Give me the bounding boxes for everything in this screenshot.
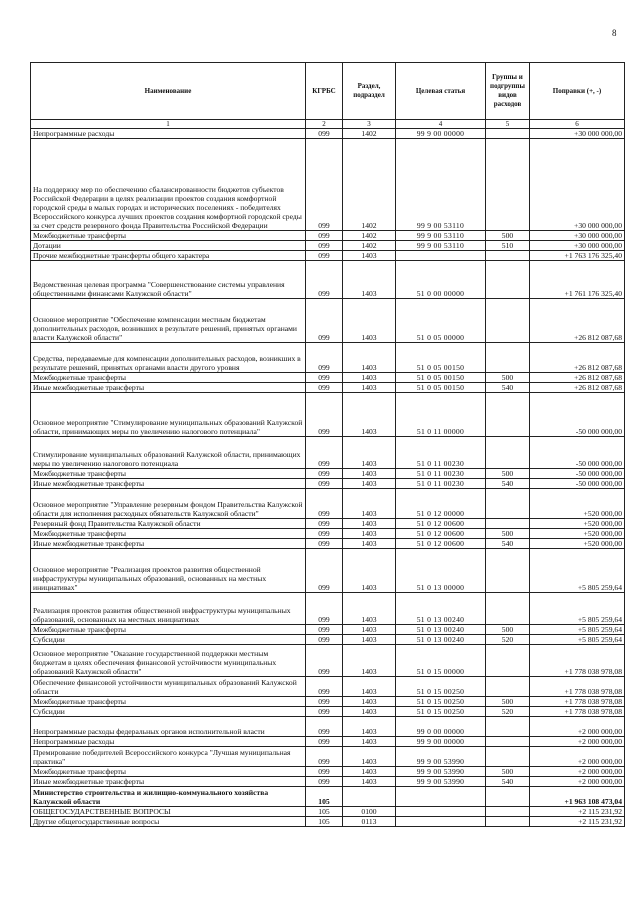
- table-row: [31, 251, 625, 261]
- row-gruppa: 500: [486, 529, 530, 539]
- row-gruppa: 540: [486, 383, 530, 393]
- table-row: [31, 625, 625, 635]
- row-kgrbs: 099: [306, 139, 343, 231]
- row-gruppa: [486, 393, 530, 437]
- row-kgrbs: 099: [306, 261, 343, 299]
- row-sum: +1 778 038 978,08: [530, 645, 625, 677]
- column-index: 1: [31, 120, 306, 129]
- row-kgrbs: 099: [306, 241, 343, 251]
- row-razdel: 1403: [343, 393, 396, 437]
- row-razdel: 1403: [343, 747, 396, 767]
- row-name: Министерство строительства и жилищно-коммунального хозяйства Калужской области: [31, 787, 306, 807]
- row-celevaya: 51 0 15 00250: [396, 697, 486, 707]
- row-razdel: 1403: [343, 645, 396, 677]
- header-row: [31, 63, 625, 120]
- row-name: Основное мероприятие "Реализация проектов развития общественной инфраструктуры муниципальных образований, основанных на местных инициативах": [31, 549, 306, 593]
- row-gruppa: [486, 817, 530, 827]
- row-name: ОБЩЕГОСУДАРСТВЕННЫЕ ВОПРОСЫ: [31, 807, 306, 817]
- column-index: 3: [343, 120, 396, 129]
- row-gruppa: 500: [486, 625, 530, 635]
- header-celevaya: Целевая статья: [396, 63, 486, 120]
- row-name: Межбюджетные трансферты: [31, 469, 306, 479]
- table-row: [31, 489, 625, 519]
- row-celevaya: 51 0 05 00150: [396, 383, 486, 393]
- header-kgrbs: КГРБС: [306, 63, 343, 120]
- row-sum: +2 115 231,92: [530, 817, 625, 827]
- row-celevaya: [396, 787, 486, 807]
- row-celevaya: 51 0 13 00240: [396, 593, 486, 625]
- row-sum: +30 000 000,00: [530, 231, 625, 241]
- table-row: [31, 343, 625, 373]
- row-razdel: 1403: [343, 251, 396, 261]
- row-kgrbs: 099: [306, 469, 343, 479]
- row-sum: +26 812 087,68: [530, 383, 625, 393]
- row-kgrbs: 099: [306, 251, 343, 261]
- page-number: 8: [612, 28, 617, 38]
- row-kgrbs: 099: [306, 777, 343, 787]
- row-celevaya: [396, 251, 486, 261]
- row-sum: +5 805 259,64: [530, 635, 625, 645]
- row-sum: -50 000 000,00: [530, 469, 625, 479]
- row-razdel: 1402: [343, 241, 396, 251]
- row-sum: +520 000,00: [530, 519, 625, 529]
- row-celevaya: 51 0 12 00000: [396, 489, 486, 519]
- row-sum: +30 000 000,00: [530, 129, 625, 139]
- row-name: Основное мероприятие "Стимулирование муниципальных образований Калужской области, принимающих меры по увеличению налогового потенциала": [31, 393, 306, 437]
- row-sum: +1 761 176 325,40: [530, 261, 625, 299]
- row-name: Межбюджетные трансферты: [31, 697, 306, 707]
- table-row: [31, 777, 625, 787]
- row-celevaya: 51 0 05 00150: [396, 343, 486, 373]
- row-kgrbs: 099: [306, 129, 343, 139]
- row-razdel: 1403: [343, 717, 396, 737]
- row-sum: +520 000,00: [530, 489, 625, 519]
- row-razdel: 1403: [343, 373, 396, 383]
- table-row: [31, 747, 625, 767]
- column-index: 5: [486, 120, 530, 129]
- table-row: [31, 261, 625, 299]
- row-razdel: 1403: [343, 707, 396, 717]
- column-index: 2: [306, 120, 343, 129]
- row-celevaya: [396, 807, 486, 817]
- row-name: Премирование победителей Всероссийского конкурса "Лучшая муниципальная практика": [31, 747, 306, 767]
- row-celevaya: 51 0 13 00240: [396, 635, 486, 645]
- row-sum: +26 812 087,68: [530, 373, 625, 383]
- column-index: 4: [396, 120, 486, 129]
- row-razdel: 1403: [343, 635, 396, 645]
- row-celevaya: 51 0 13 00000: [396, 549, 486, 593]
- row-razdel: 1403: [343, 437, 396, 469]
- row-sum: +2 000 000,00: [530, 777, 625, 787]
- row-gruppa: 540: [486, 539, 530, 549]
- table-body: [31, 129, 625, 827]
- row-celevaya: 51 0 11 00230: [396, 437, 486, 469]
- row-gruppa: 500: [486, 469, 530, 479]
- table-row: [31, 593, 625, 625]
- row-gruppa: [486, 717, 530, 737]
- row-sum: +5 805 259,64: [530, 593, 625, 625]
- row-celevaya: 51 0 12 00600: [396, 539, 486, 549]
- row-kgrbs: 099: [306, 767, 343, 777]
- row-celevaya: 51 0 12 00600: [396, 519, 486, 529]
- row-kgrbs: 105: [306, 787, 343, 807]
- row-name: Межбюджетные трансферты: [31, 373, 306, 383]
- row-name: Стимулирование муниципальных образований Калужской области, принимающих меры по увеличению налогового потенциала: [31, 437, 306, 469]
- row-sum: +1 778 038 978,08: [530, 697, 625, 707]
- row-celevaya: [396, 817, 486, 827]
- row-razdel: 1403: [343, 625, 396, 635]
- row-celevaya: 51 0 05 00000: [396, 299, 486, 343]
- row-gruppa: [486, 489, 530, 519]
- row-celevaya: 51 0 00 00000: [396, 261, 486, 299]
- row-sum: +2 000 000,00: [530, 717, 625, 737]
- row-sum: +520 000,00: [530, 539, 625, 549]
- row-name: Основное мероприятие "Управление резервным фондом Правительства Калужской области для исполнения расходных обязательств Калужской области": [31, 489, 306, 519]
- row-name: Межбюджетные трансферты: [31, 625, 306, 635]
- row-name: Межбюджетные трансферты: [31, 767, 306, 777]
- table-row: [31, 231, 625, 241]
- row-celevaya: 51 0 15 00250: [396, 707, 486, 717]
- row-gruppa: 540: [486, 777, 530, 787]
- row-sum: +1 778 038 978,08: [530, 707, 625, 717]
- row-gruppa: 500: [486, 697, 530, 707]
- row-razdel: 1403: [343, 529, 396, 539]
- row-gruppa: 520: [486, 707, 530, 717]
- row-celevaya: 99 9 00 53990: [396, 767, 486, 777]
- row-kgrbs: 105: [306, 807, 343, 817]
- row-razdel: 1403: [343, 479, 396, 489]
- column-index: 6: [530, 120, 625, 129]
- row-name: Реализация проектов развития общественной инфраструктуры муниципальных образований, основанных на местных инициативах: [31, 593, 306, 625]
- table-row: [31, 697, 625, 707]
- table-row: [31, 139, 625, 231]
- table-row: [31, 383, 625, 393]
- table-row: [31, 479, 625, 489]
- row-celevaya: 99 9 00 53990: [396, 747, 486, 767]
- row-razdel: 1403: [343, 549, 396, 593]
- table-row: [31, 707, 625, 717]
- row-kgrbs: 099: [306, 677, 343, 697]
- table-row: [31, 677, 625, 697]
- row-name: Иные межбюджетные трансферты: [31, 383, 306, 393]
- row-sum: +1 778 038 978,08: [530, 677, 625, 697]
- row-razdel: 1403: [343, 767, 396, 777]
- table-row: [31, 549, 625, 593]
- table-row: [31, 529, 625, 539]
- row-name: На поддержку мер по обеспечению сбалансированности бюджетов субъектов Российской Федерации в целях реализации проектов создания комфортной городской среды в малых городах и исторических поселениях - победителях Всероссийского конкурса лучших проектов создания комфортной городской среды за счет средств резервного фонда Правительства Российской Федерации: [31, 139, 306, 231]
- row-name: Основное мероприятие "Обеспечение компенсации местным бюджетам дополнительных расходов, возникших в результате решений, принятых органами власти Калужской области": [31, 299, 306, 343]
- row-celevaya: 99 9 00 00000: [396, 129, 486, 139]
- table-row: [31, 539, 625, 549]
- row-gruppa: 500: [486, 373, 530, 383]
- row-gruppa: 500: [486, 231, 530, 241]
- header-gruppy: Группы и подгруппы видов расходов: [486, 63, 530, 120]
- table-row: [31, 241, 625, 251]
- table-row: [31, 817, 625, 827]
- row-kgrbs: 099: [306, 231, 343, 241]
- row-gruppa: [486, 549, 530, 593]
- row-name: Дотации: [31, 241, 306, 251]
- row-kgrbs: 099: [306, 593, 343, 625]
- row-gruppa: [486, 807, 530, 817]
- row-kgrbs: 105: [306, 817, 343, 827]
- row-sum: +30 000 000,00: [530, 241, 625, 251]
- row-kgrbs: 099: [306, 437, 343, 469]
- row-name: Средства, передаваемые для компенсации дополнительных расходов, возникших в результате решений, принятых органами власти другого уровня: [31, 343, 306, 373]
- row-kgrbs: 099: [306, 519, 343, 529]
- row-gruppa: [486, 519, 530, 529]
- row-celevaya: 51 0 11 00000: [396, 393, 486, 437]
- row-name: Непрограммные расходы: [31, 737, 306, 747]
- row-razdel: 0113: [343, 817, 396, 827]
- row-gruppa: 520: [486, 635, 530, 645]
- row-gruppa: [486, 737, 530, 747]
- table-row: [31, 519, 625, 529]
- table-row: [31, 469, 625, 479]
- row-sum: +5 805 259,64: [530, 549, 625, 593]
- header-name: Наименование: [31, 63, 306, 120]
- row-kgrbs: 099: [306, 635, 343, 645]
- row-name: Иные межбюджетные трансферты: [31, 539, 306, 549]
- row-kgrbs: 099: [306, 697, 343, 707]
- row-sum: +30 000 000,00: [530, 139, 625, 231]
- row-celevaya: 51 0 15 00250: [396, 677, 486, 697]
- row-name: Основное мероприятие "Оказание государственной поддержки местным бюджетам в целях обеспечения финансовой устойчивости муниципальных образований Калужской области": [31, 645, 306, 677]
- row-name: Прочие межбюджетные трансферты общего характера: [31, 251, 306, 261]
- row-celevaya: 51 0 11 00230: [396, 469, 486, 479]
- row-kgrbs: 099: [306, 393, 343, 437]
- row-name: Непрограммные расходы федеральных органов исполнительной власти: [31, 717, 306, 737]
- row-celevaya: 99 9 00 53110: [396, 231, 486, 241]
- row-razdel: [343, 787, 396, 807]
- row-razdel: 1403: [343, 299, 396, 343]
- table-row: [31, 767, 625, 777]
- budget-table: [30, 62, 625, 827]
- table-row: [31, 129, 625, 139]
- row-razdel: 1402: [343, 129, 396, 139]
- table-row: [31, 737, 625, 747]
- row-gruppa: [486, 261, 530, 299]
- table-row: [31, 299, 625, 343]
- row-sum: +2 000 000,00: [530, 747, 625, 767]
- row-celevaya: 51 0 12 00600: [396, 529, 486, 539]
- row-name: Субсидии: [31, 707, 306, 717]
- table-row: [31, 787, 625, 807]
- row-kgrbs: 099: [306, 717, 343, 737]
- row-sum: +5 805 259,64: [530, 625, 625, 635]
- row-sum: +26 812 087,68: [530, 343, 625, 373]
- row-razdel: 1403: [343, 737, 396, 747]
- row-kgrbs: 099: [306, 707, 343, 717]
- row-kgrbs: 099: [306, 479, 343, 489]
- row-razdel: 1403: [343, 383, 396, 393]
- row-celevaya: 99 9 00 53990: [396, 777, 486, 787]
- row-kgrbs: 099: [306, 373, 343, 383]
- row-kgrbs: 099: [306, 343, 343, 373]
- table-row: [31, 437, 625, 469]
- row-sum: -50 000 000,00: [530, 437, 625, 469]
- row-gruppa: [486, 677, 530, 697]
- row-razdel: 1402: [343, 139, 396, 231]
- row-name: Непрограммные расходы: [31, 129, 306, 139]
- table-row: [31, 807, 625, 817]
- row-razdel: 1403: [343, 519, 396, 529]
- row-gruppa: [486, 251, 530, 261]
- row-name: Иные межбюджетные трансферты: [31, 479, 306, 489]
- row-celevaya: 51 0 05 00150: [396, 373, 486, 383]
- row-gruppa: 510: [486, 241, 530, 251]
- row-celevaya: 51 0 15 00000: [396, 645, 486, 677]
- row-gruppa: [486, 437, 530, 469]
- row-gruppa: [486, 343, 530, 373]
- row-name: Обеспечение финансовой устойчивости муниципальных образований Калужской области: [31, 677, 306, 697]
- header-popravki: Поправки (+, -): [530, 63, 625, 120]
- table-row: [31, 635, 625, 645]
- row-sum: +1 763 176 325,40: [530, 251, 625, 261]
- row-kgrbs: 099: [306, 539, 343, 549]
- row-gruppa: [486, 593, 530, 625]
- row-razdel: 1403: [343, 777, 396, 787]
- row-kgrbs: 099: [306, 625, 343, 635]
- row-gruppa: 540: [486, 479, 530, 489]
- row-name: Субсидии: [31, 635, 306, 645]
- header-razdel: Раздел, подраздел: [343, 63, 396, 120]
- row-sum: +2 000 000,00: [530, 767, 625, 777]
- row-kgrbs: 099: [306, 747, 343, 767]
- row-razdel: 1403: [343, 261, 396, 299]
- row-name: Межбюджетные трансферты: [31, 231, 306, 241]
- row-sum: +1 963 108 473,04: [530, 787, 625, 807]
- row-celevaya: 99 0 00 00000: [396, 717, 486, 737]
- row-kgrbs: 099: [306, 549, 343, 593]
- row-razdel: 1403: [343, 697, 396, 707]
- row-gruppa: 500: [486, 767, 530, 777]
- row-razdel: 1403: [343, 593, 396, 625]
- row-kgrbs: 099: [306, 645, 343, 677]
- row-gruppa: [486, 139, 530, 231]
- row-kgrbs: 099: [306, 737, 343, 747]
- row-sum: +2 000 000,00: [530, 737, 625, 747]
- row-name: Межбюджетные трансферты: [31, 529, 306, 539]
- row-celevaya: 99 9 00 53110: [396, 139, 486, 231]
- row-razdel: 1403: [343, 343, 396, 373]
- row-celevaya: 51 0 11 00230: [396, 479, 486, 489]
- table-row: [31, 373, 625, 383]
- row-kgrbs: 099: [306, 299, 343, 343]
- table-row: [31, 393, 625, 437]
- row-name: Ведомственная целевая программа "Совершенствование системы управления общественными финансами Калужской области": [31, 261, 306, 299]
- table-row: [31, 645, 625, 677]
- row-razdel: 1403: [343, 489, 396, 519]
- column-index-row: [31, 120, 625, 129]
- row-sum: -50 000 000,00: [530, 393, 625, 437]
- row-celevaya: 51 0 13 00240: [396, 625, 486, 635]
- row-gruppa: [486, 747, 530, 767]
- row-kgrbs: 099: [306, 383, 343, 393]
- row-name: Резервный фонд Правительства Калужской области: [31, 519, 306, 529]
- table-row: [31, 717, 625, 737]
- row-name: Иные межбюджетные трансферты: [31, 777, 306, 787]
- row-razdel: 1403: [343, 469, 396, 479]
- row-razdel: 1403: [343, 539, 396, 549]
- row-gruppa: [486, 787, 530, 807]
- row-razdel: 1403: [343, 677, 396, 697]
- row-razdel: 0100: [343, 807, 396, 817]
- row-sum: -50 000 000,00: [530, 479, 625, 489]
- row-kgrbs: 099: [306, 489, 343, 519]
- row-kgrbs: 099: [306, 529, 343, 539]
- row-gruppa: [486, 299, 530, 343]
- row-gruppa: [486, 129, 530, 139]
- row-celevaya: 99 9 00 53110: [396, 241, 486, 251]
- row-gruppa: [486, 645, 530, 677]
- row-sum: +2 115 231,92: [530, 807, 625, 817]
- row-sum: +520 000,00: [530, 529, 625, 539]
- row-sum: +26 812 087,68: [530, 299, 625, 343]
- row-razdel: 1402: [343, 231, 396, 241]
- row-celevaya: 99 9 00 00000: [396, 737, 486, 747]
- row-name: Другие общегосударственные вопросы: [31, 817, 306, 827]
